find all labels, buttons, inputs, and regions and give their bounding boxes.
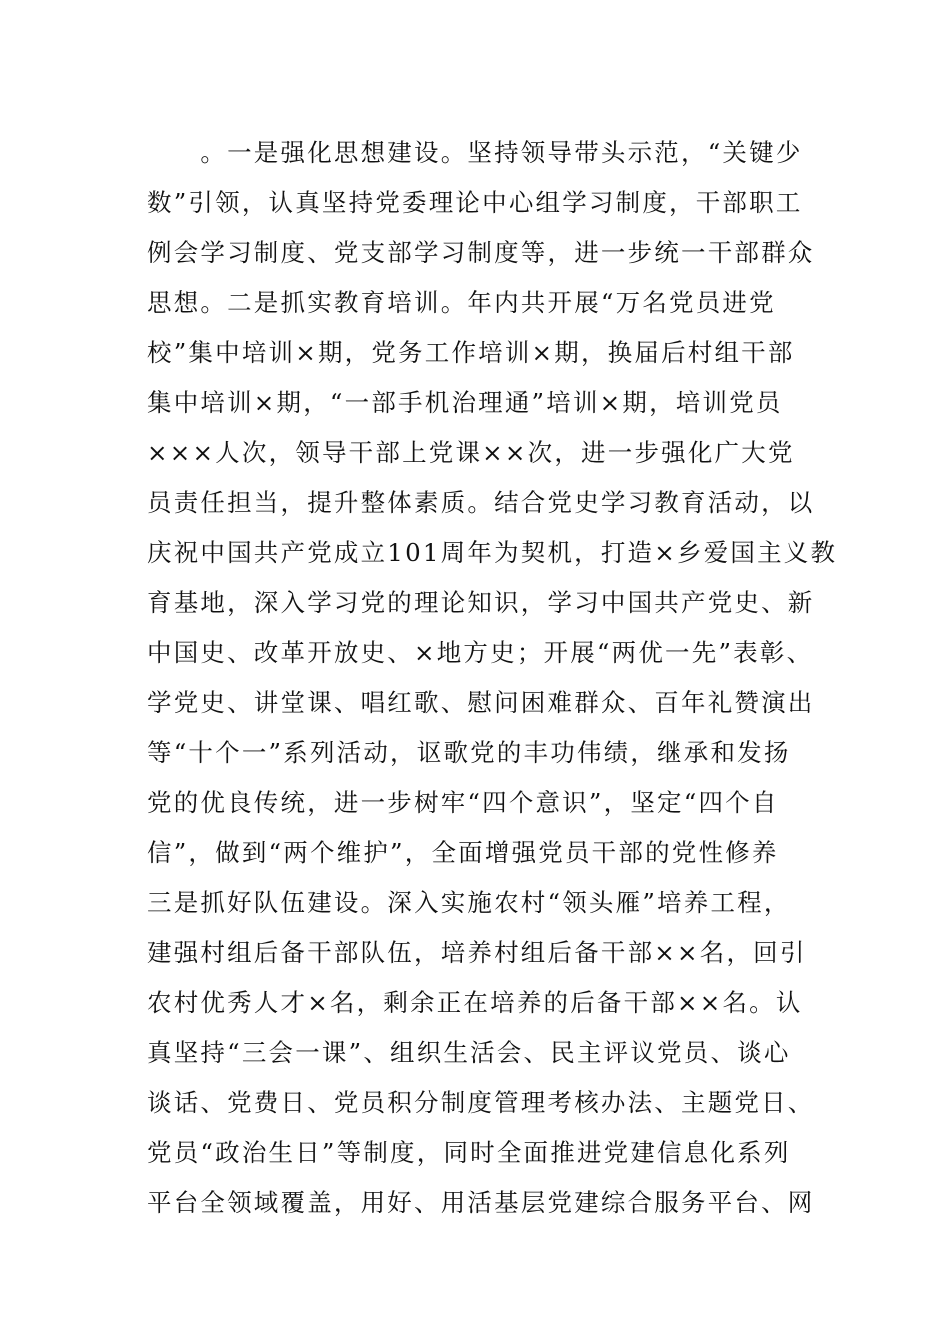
text-line: 等“十个一”系列活动，讴歌党的丰功伟绩，继承和发扬 bbox=[147, 738, 791, 767]
text-line: 。一是强化思想建设。坚持领导带头示范，“关键少 bbox=[147, 138, 803, 167]
text-line: 庆祝中国共产党成立101周年为契机，打造×乡爱国主义教 bbox=[147, 538, 838, 567]
text-line: 学党史、讲堂课、唱红歌、慰问困难群众、百年礼赞演出 bbox=[147, 688, 815, 717]
text-line: 党员“政治生日”等制度，同时全面推进党建信息化系列 bbox=[147, 1138, 791, 1167]
body-paragraph bbox=[147, 128, 837, 1228]
text-line: 集中培训×期，“一部手机治理通”培训×期，培训党员 bbox=[147, 388, 783, 417]
text-line: 党的优良传统，进一步树牢“四个意识”，坚定“四个自 bbox=[147, 788, 779, 817]
text-line: 信”，做到“两个维护”，全面增强党员干部的党性修养 bbox=[147, 838, 779, 867]
text-line: 校”集中培训×期，党务工作培训×期，换届后村组干部 bbox=[147, 338, 795, 367]
text-line: 数”引领，认真坚持党委理论中心组学习制度，干部职工 bbox=[147, 188, 803, 217]
text-line: 育基地，深入学习党的理论知识，学习中国共产党史、新 bbox=[147, 588, 815, 617]
text-line: 例会学习制度、党支部学习制度等，进一步统一干部群众 bbox=[147, 238, 815, 267]
text-line: 建强村组后备干部队伍，培养村组后备干部××名，回引 bbox=[147, 938, 807, 967]
text-line: 思想。二是抓实教育培训。年内共开展“万名党员进党 bbox=[147, 288, 776, 317]
text-line: 平台全领域覆盖，用好、用活基层党建综合服务平台、网 bbox=[147, 1188, 815, 1217]
text-line: 员责任担当，提升整体素质。结合党史学习教育活动，以 bbox=[147, 488, 815, 517]
text-line: ×××人次，领导干部上党课××次，进一步强化广大党 bbox=[147, 438, 795, 467]
text-line: 真坚持“三会一课”、组织生活会、民主评议党员、谈心 bbox=[147, 1038, 791, 1067]
text-line: 农村优秀人才×名，剩余正在培养的后备干部××名。认 bbox=[147, 988, 803, 1017]
text-line: 三是抓好队伍建设。深入实施农村“领头雁”培养工程， bbox=[147, 888, 791, 917]
text-line: 谈话、党费日、党员积分制度管理考核办法、主题党日、 bbox=[147, 1088, 815, 1117]
text-line: 中国史、改革开放史、×地方史；开展“两优一先”表彰、 bbox=[147, 638, 814, 667]
